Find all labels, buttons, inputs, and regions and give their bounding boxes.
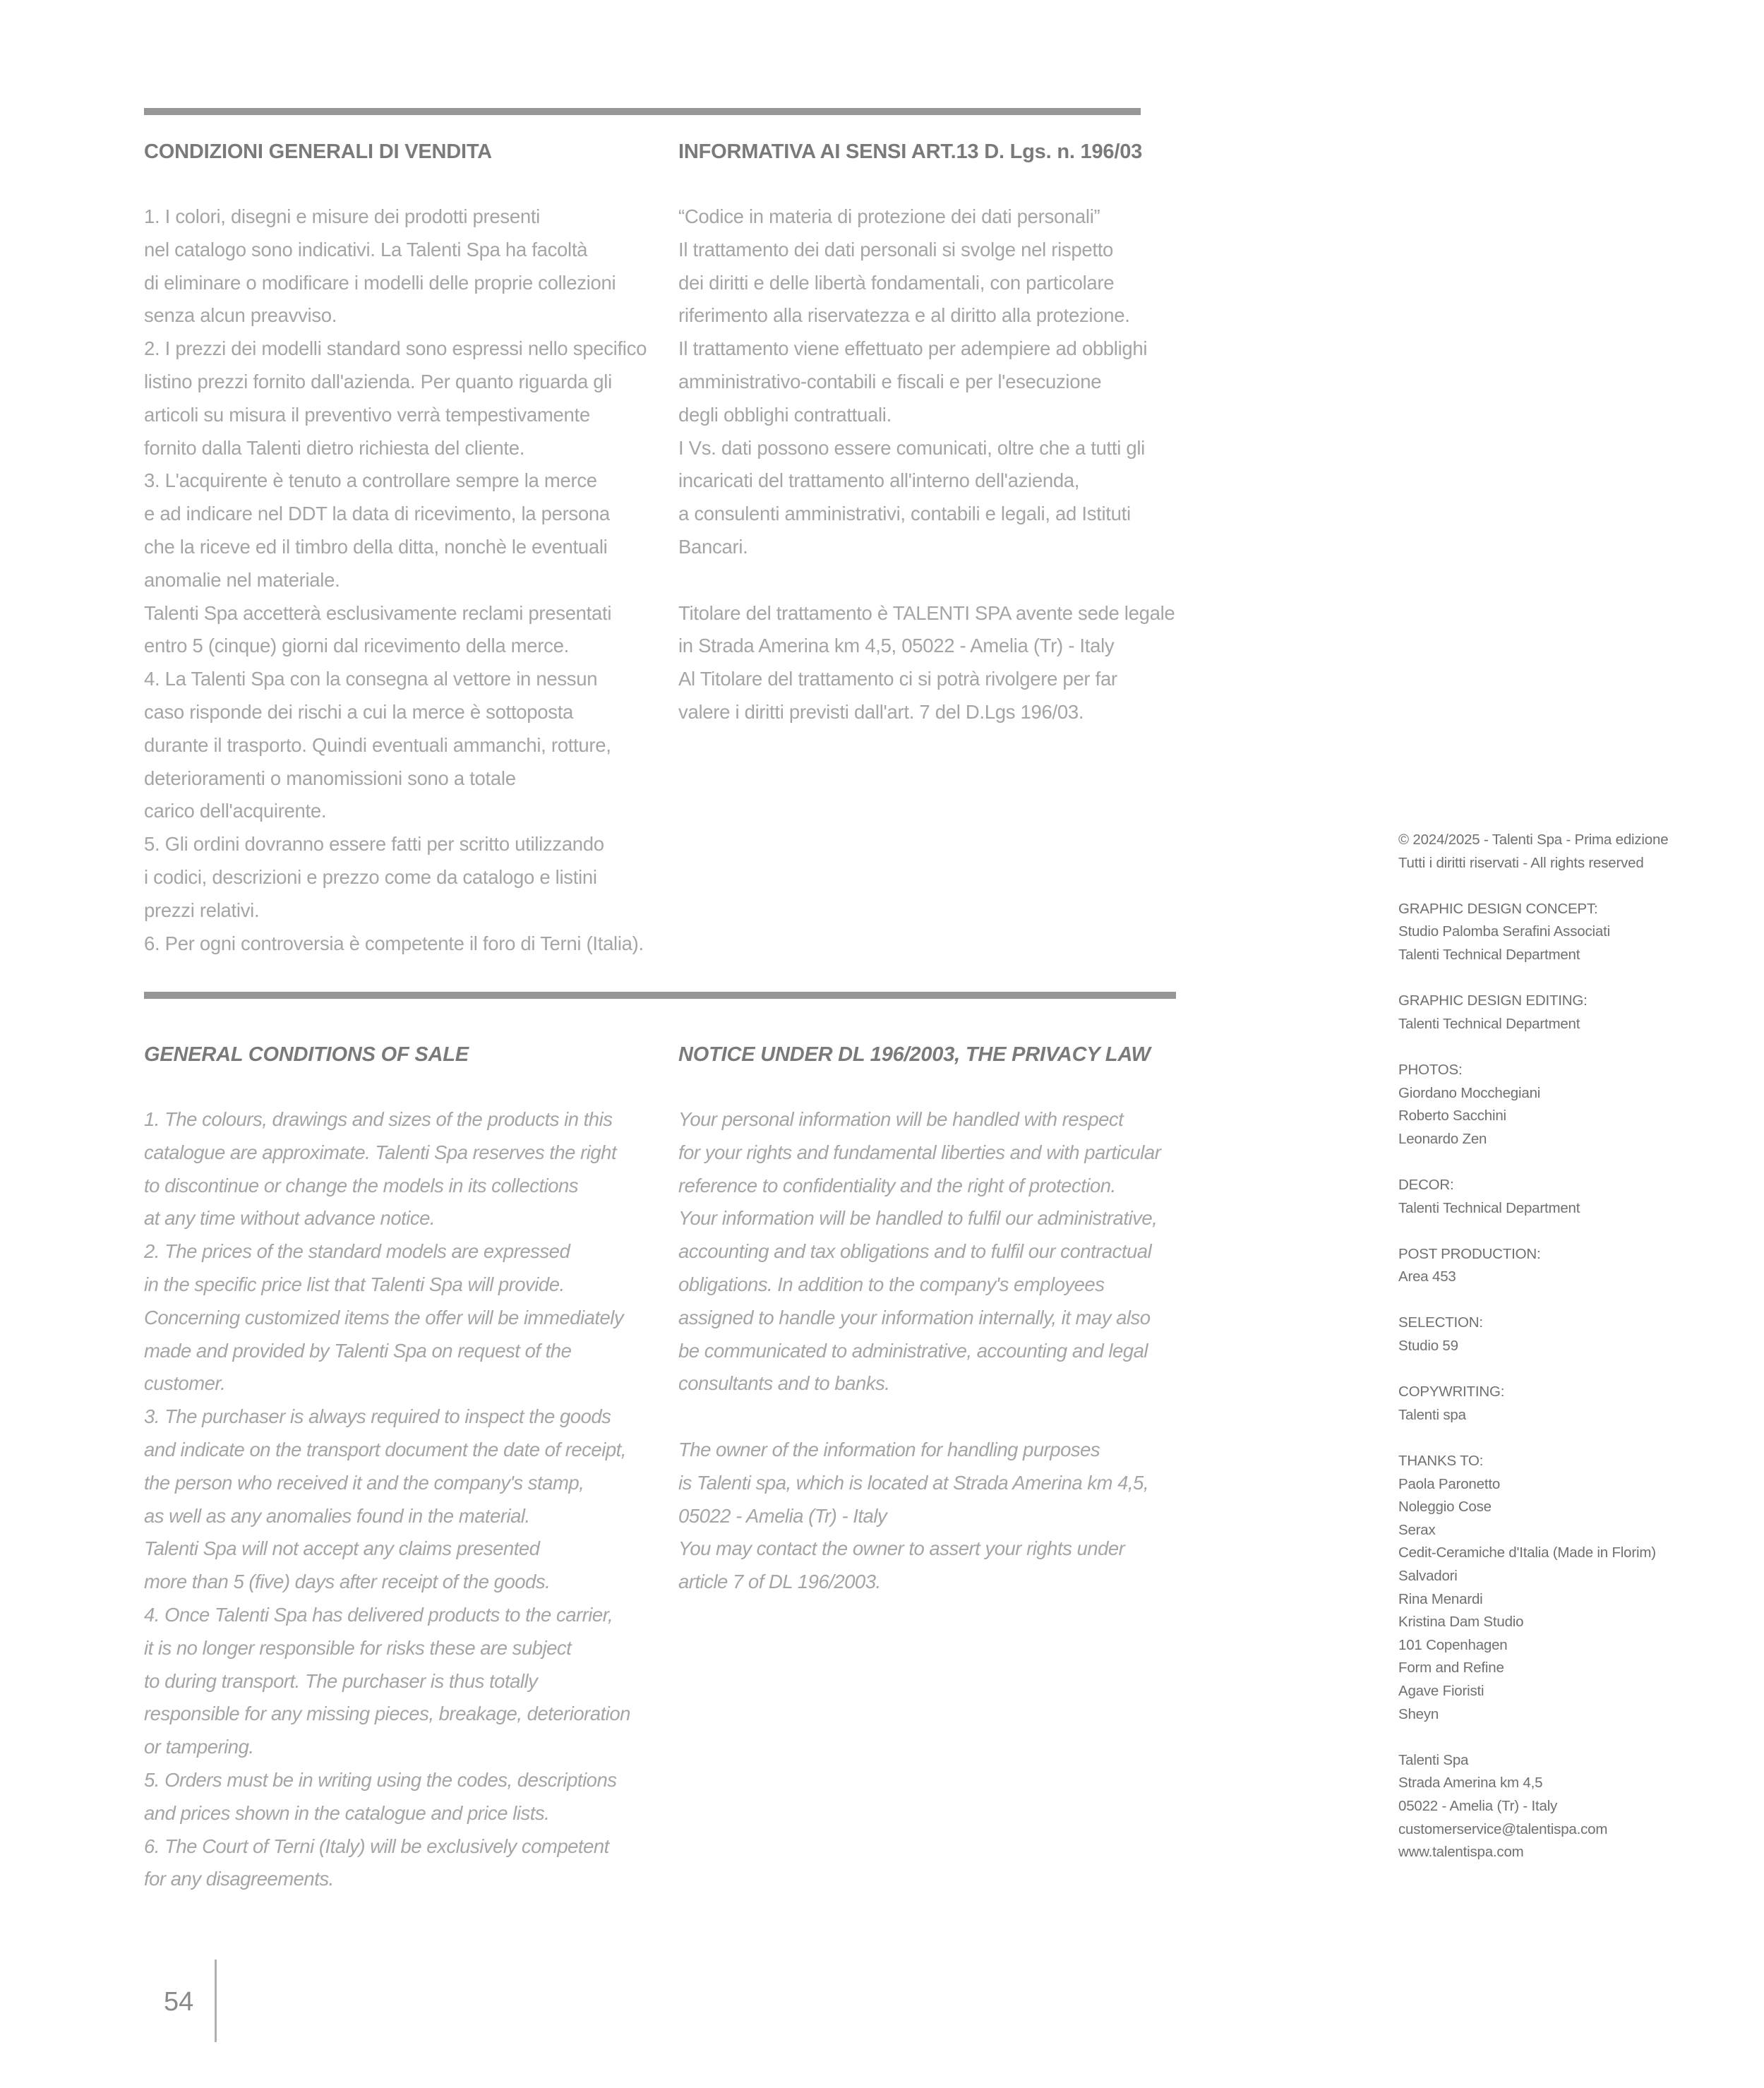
- text-line: reference to confidentiality and the right of protection.: [678, 1174, 1116, 1196]
- credits-line: Salvadori: [1398, 1568, 1458, 1584]
- text-line: e ad indicare nel DDT la data di ricevimento, la persona: [144, 503, 610, 525]
- italian-conditions-heading: CONDIZIONI GENERALI DI VENDITA: [144, 140, 492, 163]
- page-number-divider: [215, 1960, 217, 2042]
- credits-line: Area 453: [1398, 1268, 1456, 1285]
- text-line: The owner of the information for handling purposes: [678, 1438, 1100, 1460]
- credits-line: 05022 - Amelia (Tr) - Italy: [1398, 1797, 1558, 1814]
- middle-divider-rule: [144, 992, 1176, 999]
- text-line: listino prezzi fornito dall'azienda. Per quanto riguarda gli: [144, 370, 612, 392]
- credits-line: Form and Refine: [1398, 1660, 1504, 1676]
- text-line: it is no longer responsible for risks these are subject: [144, 1636, 572, 1659]
- text-line: anomalie nel materiale.: [144, 568, 340, 591]
- paragraph-spacer: [678, 1400, 1201, 1434]
- text-line: i codici, descrizioni e prezzo come da catalogo e listini: [144, 865, 597, 888]
- credits-line: Roberto Sacchini: [1398, 1108, 1506, 1124]
- text-line: Bancari.: [678, 535, 748, 558]
- text-line: 6. Per ogni controversia è competente il foro di Terni (Italia).: [144, 932, 644, 954]
- credits-line: Leonardo Zen: [1398, 1130, 1487, 1147]
- text-line: degli obblighi contrattuali.: [678, 403, 892, 426]
- text-line: nel catalogo sono indicativi. La Talenti Spa ha facoltà: [144, 238, 588, 260]
- text-line: customer.: [144, 1372, 226, 1395]
- text-line: 4. Once Talenti Spa has delivered products to the carrier,: [144, 1603, 613, 1626]
- credits-line: Talenti Technical Department: [1398, 1015, 1580, 1032]
- text-line: fornito dalla Talenti dietro richiesta del cliente.: [144, 436, 525, 459]
- text-line: deterioramenti o manomissioni sono a totale: [144, 767, 516, 789]
- credits-line: Studio Palomba Serafini Associati: [1398, 923, 1610, 940]
- text-line: in the specific price list that Talenti Spa will provide.: [144, 1273, 565, 1295]
- text-line: Talenti Spa accetterà esclusivamente reclami presentati: [144, 601, 612, 624]
- text-line: is Talenti spa, which is located at Strada Amerina km 4,5,: [678, 1471, 1148, 1494]
- text-line: senza alcun preavviso.: [144, 304, 337, 327]
- credits-block-title: GRAPHIC DESIGN CONCEPT:: [1398, 900, 1598, 917]
- italian-conditions-body: [144, 200, 666, 960]
- text-line: for any disagreements.: [144, 1868, 334, 1890]
- text-line: 1. I colori, disegni e misure dei prodotti presenti: [144, 205, 540, 227]
- credits-block: [1398, 1450, 1751, 1726]
- text-line: or tampering.: [144, 1736, 254, 1758]
- italian-conditions-section: [144, 140, 666, 960]
- text-line: 5. Orders must be in writing using the codes, descriptions: [144, 1768, 617, 1791]
- text-line: as well as any anomalies found in the material.: [144, 1504, 530, 1527]
- text-line: to discontinue or change the models in its collections: [144, 1174, 579, 1196]
- credits-block: [1398, 898, 1751, 967]
- credits-line: Sheyn: [1398, 1705, 1439, 1722]
- italian-privacy-section: [678, 140, 1201, 729]
- text-line: durante il trasporto. Quindi eventuali ammanchi, rotture,: [144, 733, 611, 756]
- text-line: made and provided by Talenti Spa on request of the: [144, 1339, 572, 1362]
- credits-block: [1398, 1174, 1751, 1220]
- credits-line: customerservice@talentispa.com: [1398, 1820, 1608, 1837]
- credits-block-title: PHOTOS:: [1398, 1061, 1463, 1078]
- text-line: accounting and tax obligations and to fulfil our contractual: [678, 1240, 1152, 1263]
- credits-block-title: DECOR:: [1398, 1176, 1454, 1193]
- text-line: Your information will be handled to fulfil our administrative,: [678, 1207, 1158, 1230]
- text-line: incaricati del trattamento all'interno dell'azienda,: [678, 469, 1080, 492]
- text-line: che la riceve ed il timbro della ditta, nonchè le eventuali: [144, 535, 608, 558]
- credits-block-title: © 2024/2025 - Talenti Spa - Prima edizione: [1398, 832, 1669, 848]
- credits-block-title: Talenti Spa: [1398, 1751, 1469, 1768]
- text-line: prezzi relativi.: [144, 899, 260, 921]
- text-line: responsible for any missing pieces, breakage, deterioration: [144, 1703, 630, 1725]
- text-line: consultants and to banks.: [678, 1372, 890, 1395]
- credits-block-title: GRAPHIC DESIGN EDITING:: [1398, 992, 1588, 1009]
- english-conditions-body: [144, 1103, 666, 1896]
- credits-line: Noleggio Cose: [1398, 1499, 1492, 1516]
- text-line: “Codice in materia di protezione dei dati personali”: [678, 205, 1100, 227]
- text-line: valere i diritti previsti dall'art. 7 del D.Lgs 196/03.: [678, 700, 1084, 723]
- text-line: Talenti Spa will not accept any claims presented: [144, 1537, 540, 1560]
- text-line: entro 5 (cinque) giorni dal ricevimento della merce.: [144, 635, 569, 657]
- paragraph-spacer: [678, 564, 1201, 597]
- text-line: riferimento alla riservatezza e al diritto alla protezione.: [678, 304, 1130, 327]
- credits-block: [1398, 1749, 1751, 1864]
- english-privacy-section: [678, 1043, 1201, 1599]
- credits-colophon: [1398, 829, 1751, 1887]
- text-line: in Strada Amerina km 4,5, 05022 - Amelia (Tr) - Italy: [678, 635, 1115, 657]
- text-line: Al Titolare del trattamento ci si potrà rivolgere per far: [678, 668, 1117, 690]
- text-line: more than 5 (five) days after receipt of the goods.: [144, 1571, 551, 1593]
- text-line: Titolare del trattamento è TALENTI SPA avente sede legale: [678, 601, 1175, 624]
- text-line: I Vs. dati possono essere comunicati, oltre che a tutti gli: [678, 436, 1145, 459]
- text-line: 6. The Court of Terni (Italy) will be exclusively competent: [144, 1835, 609, 1857]
- text-line: di eliminare o modificare i modelli delle proprie collezioni: [144, 271, 616, 294]
- credits-line: Talenti Technical Department: [1398, 946, 1580, 963]
- credits-block: [1398, 990, 1751, 1036]
- text-line: Your personal information will be handled with respect: [678, 1108, 1124, 1130]
- english-conditions-heading: GENERAL CONDITIONS OF SALE: [144, 1043, 469, 1066]
- text-line: catalogue are approximate. Talenti Spa reserves the right: [144, 1141, 617, 1163]
- credits-line: Talenti Technical Department: [1398, 1199, 1580, 1216]
- text-line: for your rights and fundamental liberties and with particular: [678, 1141, 1161, 1163]
- text-line: at any time without advance notice.: [144, 1207, 436, 1230]
- credits-block: [1398, 1312, 1751, 1357]
- text-line: the person who received it and the company's stamp,: [144, 1471, 584, 1494]
- credits-line: Talenti spa: [1398, 1406, 1466, 1423]
- text-line: carico dell'acquirente.: [144, 800, 327, 822]
- credits-line: Cedit-Ceramiche d'Italia (Made in Florim): [1398, 1544, 1656, 1561]
- text-line: dei diritti e delle libertà fondamentali, con particolare: [678, 271, 1115, 294]
- text-line: assigned to handle your information internally, it may also: [678, 1306, 1151, 1328]
- text-line: be communicated to administrative, accounting and legal: [678, 1339, 1148, 1362]
- text-line: 3. The purchaser is always required to inspect the goods: [144, 1405, 611, 1428]
- text-line: Il trattamento viene effettuato per adempiere ad obblighi: [678, 337, 1148, 360]
- credits-line: Rina Menardi: [1398, 1590, 1483, 1607]
- page-number: 54: [164, 1987, 194, 2017]
- text-line: to during transport. The purchaser is thus totally: [144, 1669, 538, 1692]
- text-line: and indicate on the transport document the date of receipt,: [144, 1438, 626, 1460]
- credits-line: Tutti i diritti riservati - All rights reserved: [1398, 854, 1644, 871]
- credits-block-title: THANKS TO:: [1398, 1453, 1484, 1470]
- text-line: obligations. In addition to the company's employees: [678, 1273, 1105, 1295]
- credits-block: [1398, 1381, 1751, 1427]
- english-conditions-section: [144, 1043, 666, 1896]
- text-line: Concerning customized items the offer will be immediately: [144, 1306, 624, 1328]
- credits-line: 101 Copenhagen: [1398, 1636, 1508, 1653]
- credits-line: Serax: [1398, 1521, 1436, 1538]
- credits-block: [1398, 1059, 1751, 1151]
- text-line: 3. L'acquirente è tenuto a controllare sempre la merce: [144, 469, 597, 492]
- italian-privacy-heading: INFORMATIVA AI SENSI ART.13 D. Lgs. n. 196/03: [678, 140, 1143, 163]
- text-line: 1. The colours, drawings and sizes of the products in this: [144, 1108, 613, 1130]
- text-line: and prices shown in the catalogue and price lists.: [144, 1801, 550, 1824]
- text-line: Il trattamento dei dati personali si svolge nel rispetto: [678, 238, 1114, 260]
- text-line: article 7 of DL 196/2003.: [678, 1571, 881, 1593]
- top-divider-rule: [144, 108, 1141, 115]
- text-line: 4. La Talenti Spa con la consegna al vettore in nessun: [144, 668, 598, 690]
- credits-line: Kristina Dam Studio: [1398, 1614, 1524, 1631]
- text-line: You may contact the owner to assert your rights under: [678, 1537, 1125, 1560]
- credits-line: Paola Paronetto: [1398, 1475, 1501, 1492]
- text-line: caso risponde dei rischi a cui la merce è sottoposta: [144, 700, 574, 723]
- text-line: 5. Gli ordini dovranno essere fatti per scritto utilizzando: [144, 833, 604, 856]
- credits-block-title: COPYWRITING:: [1398, 1384, 1505, 1400]
- text-line: amministrativo-contabili e fiscali e per l'esecuzione: [678, 370, 1102, 392]
- italian-privacy-body: [678, 200, 1201, 729]
- text-line: 05022 - Amelia (Tr) - Italy: [678, 1504, 887, 1527]
- credits-line: Studio 59: [1398, 1338, 1458, 1355]
- credits-block: [1398, 829, 1751, 875]
- credits-block-title: SELECTION:: [1398, 1314, 1483, 1331]
- text-line: 2. I prezzi dei modelli standard sono espressi nello specifico: [144, 337, 647, 360]
- credits-line: Strada Amerina km 4,5: [1398, 1775, 1543, 1792]
- credits-line: Giordano Mocchegiani: [1398, 1084, 1541, 1101]
- english-privacy-heading: NOTICE UNDER DL 196/2003, THE PRIVACY LAW: [678, 1043, 1151, 1066]
- text-line: articoli su misura il preventivo verrà tempestivamente: [144, 403, 590, 426]
- credits-line: Agave Fioristi: [1398, 1682, 1484, 1699]
- text-line: 2. The prices of the standard models are expressed: [144, 1240, 570, 1263]
- text-line: a consulenti amministrativi, contabili e legali, ad Istituti: [678, 503, 1131, 525]
- english-privacy-body: [678, 1103, 1201, 1599]
- credits-line: www.talentispa.com: [1398, 1844, 1524, 1861]
- credits-block-title: POST PRODUCTION:: [1398, 1245, 1541, 1262]
- credits-block: [1398, 1243, 1751, 1289]
